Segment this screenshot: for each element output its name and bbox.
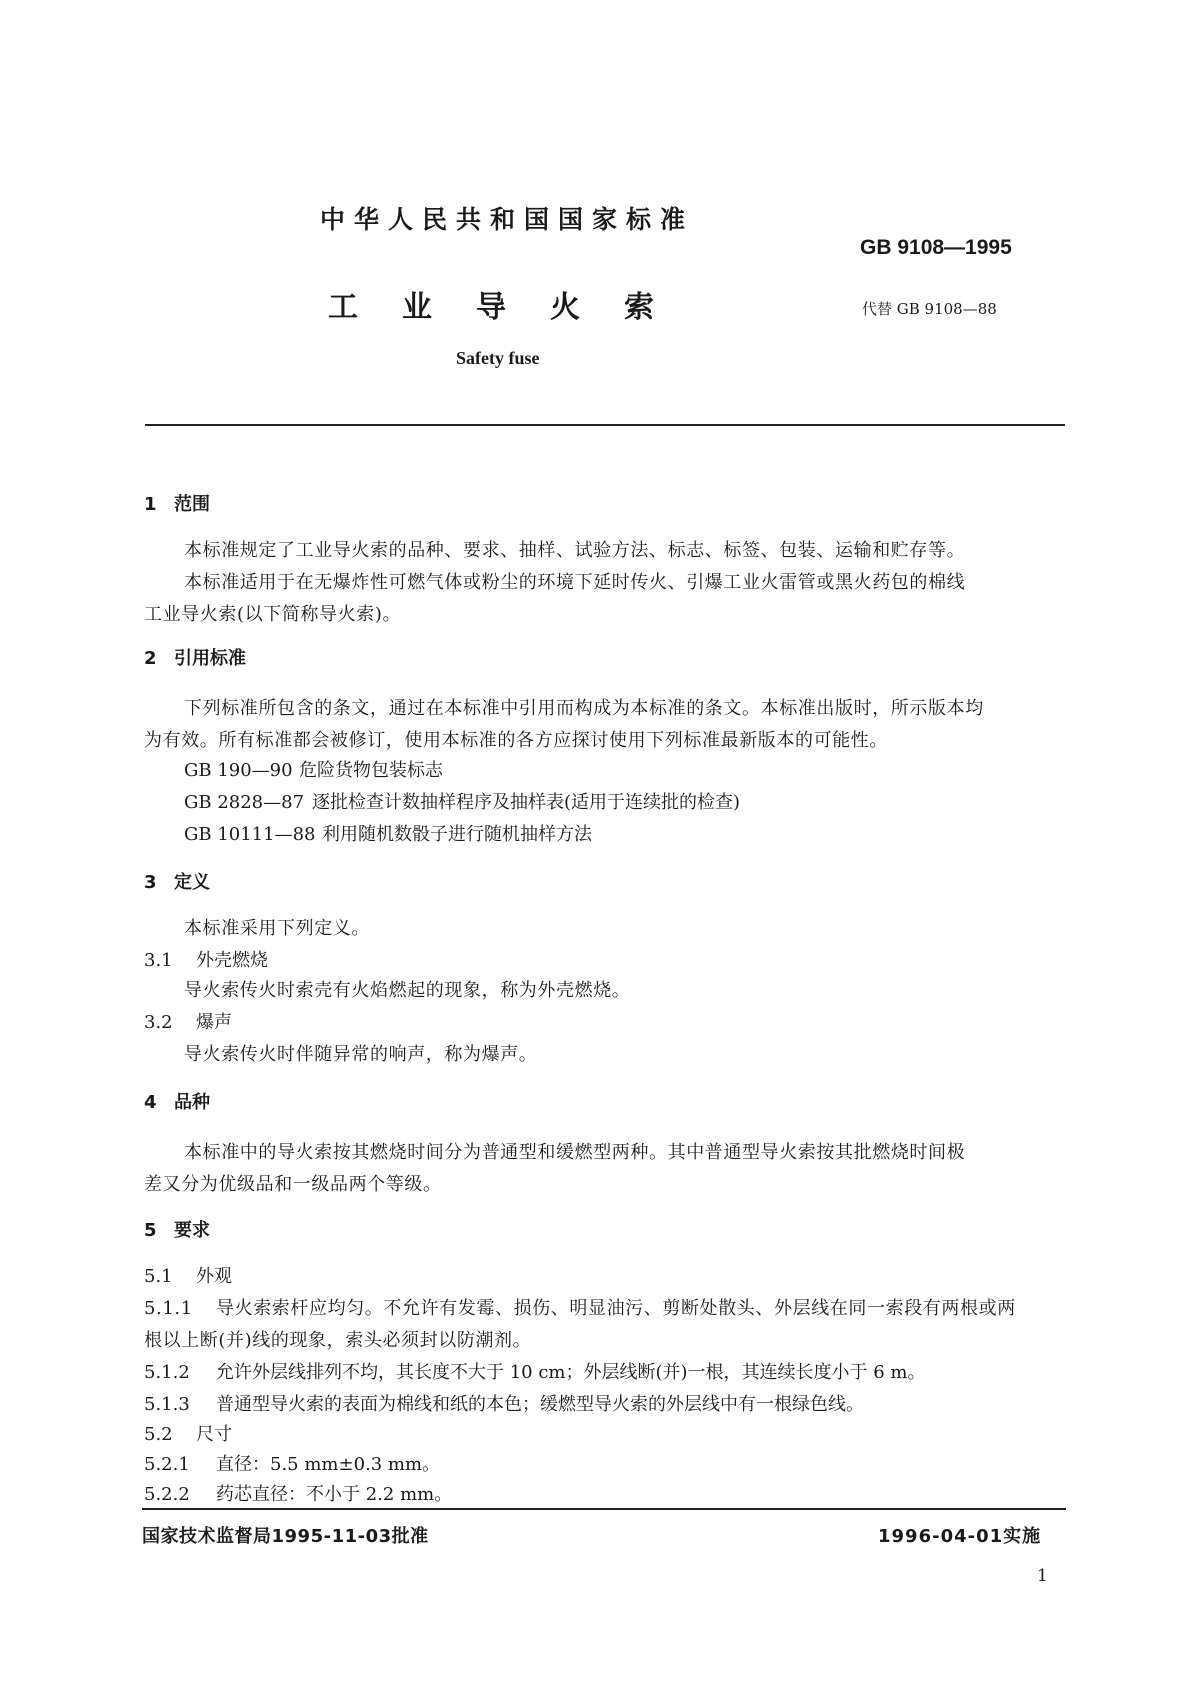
section-number: 4: [144, 1092, 157, 1113]
section-number: 3: [144, 872, 157, 893]
section-1-paragraph-2: 本标准适用于在无爆炸性可燃气体或粉尘的环境下延时传火、引爆工业火雷管或黑火药包的棉线: [184, 572, 966, 593]
reference-item: [184, 820, 592, 846]
reference-code: GB 10111—88: [184, 824, 316, 845]
standard-code: GB 9108—1995: [860, 236, 1012, 259]
section-5-heading: [144, 1216, 210, 1242]
section-1-heading: [144, 490, 210, 516]
clause-3-1: [144, 946, 268, 972]
section-2-paragraph-1: 下列标准所包含的条文，通过在本标准中引用而构成为本标准的条文。本标准出版时，所示版本均: [184, 698, 984, 719]
clause-5-2-1: [144, 1450, 440, 1476]
clause-text: 尺寸: [196, 1424, 232, 1445]
document-title-en: Safety fuse: [456, 348, 540, 368]
section-3-intro: 本标准采用下列定义。: [184, 918, 370, 939]
clause-number: 5.2.1: [144, 1454, 190, 1475]
clause-term: 爆声: [196, 1012, 232, 1033]
page-number: 1: [1037, 1566, 1048, 1586]
footer-divider: [142, 1508, 1066, 1510]
clause-number: 3.1: [144, 950, 173, 971]
section-title: 要求: [174, 1220, 210, 1241]
clause-5-1-1-cont: 根以上断(并)线的现象，索头必须封以防潮剂。: [144, 1330, 532, 1351]
header-divider: [145, 424, 1065, 426]
section-title: 定义: [174, 872, 210, 893]
approval-line: 国家技术监督局1995-11-03批准: [142, 1526, 429, 1547]
section-title: 引用标准: [174, 648, 246, 669]
clause-text: 导火索索杆应均匀。不允许有发霉、损伤、明显油污、剪断处散头、外层线在同一索段有两根或两: [216, 1298, 1016, 1319]
clause-number: 5.1.3: [144, 1394, 190, 1415]
clause-5-2-2: [144, 1480, 452, 1506]
clause-5-1: [144, 1262, 232, 1288]
section-title: 范围: [174, 494, 210, 515]
clause-3-2: [144, 1008, 232, 1034]
section-2-heading: [144, 644, 246, 670]
section-4-paragraph-1: 本标准中的导火索按其燃烧时间分为普通型和缓燃型两种。其中普通型导火索按其批燃烧时间极: [184, 1142, 966, 1163]
clause-5-1-1: [144, 1294, 1016, 1320]
clause-text: 直径：5.5 mm±0.3 mm。: [216, 1454, 441, 1475]
clause-3-2-definition: 导火索传火时伴随异常的响声，称为爆声。: [184, 1044, 538, 1065]
reference-item: [184, 788, 740, 814]
clause-number: 5.2: [144, 1424, 173, 1445]
reference-code: GB 190—90: [184, 760, 293, 781]
reference-title: 逐批检查计数抽样程序及抽样表(适用于连续批的检查): [312, 792, 741, 813]
section-number: 1: [144, 494, 157, 515]
reference-code: GB 2828—87: [184, 792, 305, 813]
section-4-paragraph-1-cont: 差又分为优级品和一级品两个等级。: [144, 1174, 442, 1195]
clause-number: 5.1.2: [144, 1362, 190, 1383]
clause-number: 5.2.2: [144, 1484, 190, 1505]
clause-term: 外壳燃烧: [196, 950, 268, 971]
section-2-paragraph-1-cont: 为有效。所有标准都会被修订，使用本标准的各方应探讨使用下列标准最新版本的可能性。: [144, 730, 888, 751]
clause-text: 外观: [196, 1266, 232, 1287]
clause-text: 药芯直径：不小于 2.2 mm。: [216, 1484, 453, 1505]
clause-number: 3.2: [144, 1012, 173, 1033]
section-1-paragraph-2-cont: 工业导火索(以下简称导火索)。: [144, 604, 402, 625]
document-title-cn: 工业导火索: [328, 290, 698, 325]
section-3-heading: [144, 868, 210, 894]
national-standard-heading: 中华人民共和国国家标准: [320, 205, 695, 234]
replaces-standard: 代替 GB 9108—88: [862, 300, 997, 318]
clause-5-1-2: [144, 1358, 926, 1384]
effective-date: 1996-04-01实施: [878, 1526, 1042, 1547]
reference-title: 危险货物包装标志: [299, 760, 443, 781]
section-number: 5: [144, 1220, 157, 1241]
reference-item: [184, 756, 443, 782]
section-title: 品种: [174, 1092, 210, 1113]
clause-number: 5.1: [144, 1266, 173, 1287]
section-1-paragraph-1: 本标准规定了工业导火索的品种、要求、抽样、试验方法、标志、标签、包装、运输和贮存等。: [184, 540, 966, 561]
clause-text: 普通型导火索的表面为棉线和纸的本色；缓燃型导火索的外层线中有一根绿色线。: [216, 1394, 864, 1415]
clause-text: 允许外层线排列不均，其长度不大于 10 cm；外层线断(并)一根，其连续长度小于 6 m。: [216, 1362, 926, 1383]
reference-title: 利用随机数骰子进行随机抽样方法: [322, 824, 592, 845]
clause-5-1-3: [144, 1390, 864, 1416]
section-number: 2: [144, 648, 157, 669]
clause-3-1-definition: 导火索传火时索壳有火焰燃起的现象，称为外壳燃烧。: [184, 980, 631, 1001]
clause-number: 5.1.1: [144, 1298, 193, 1319]
section-4-heading: [144, 1088, 210, 1114]
clause-5-2: [144, 1420, 232, 1446]
